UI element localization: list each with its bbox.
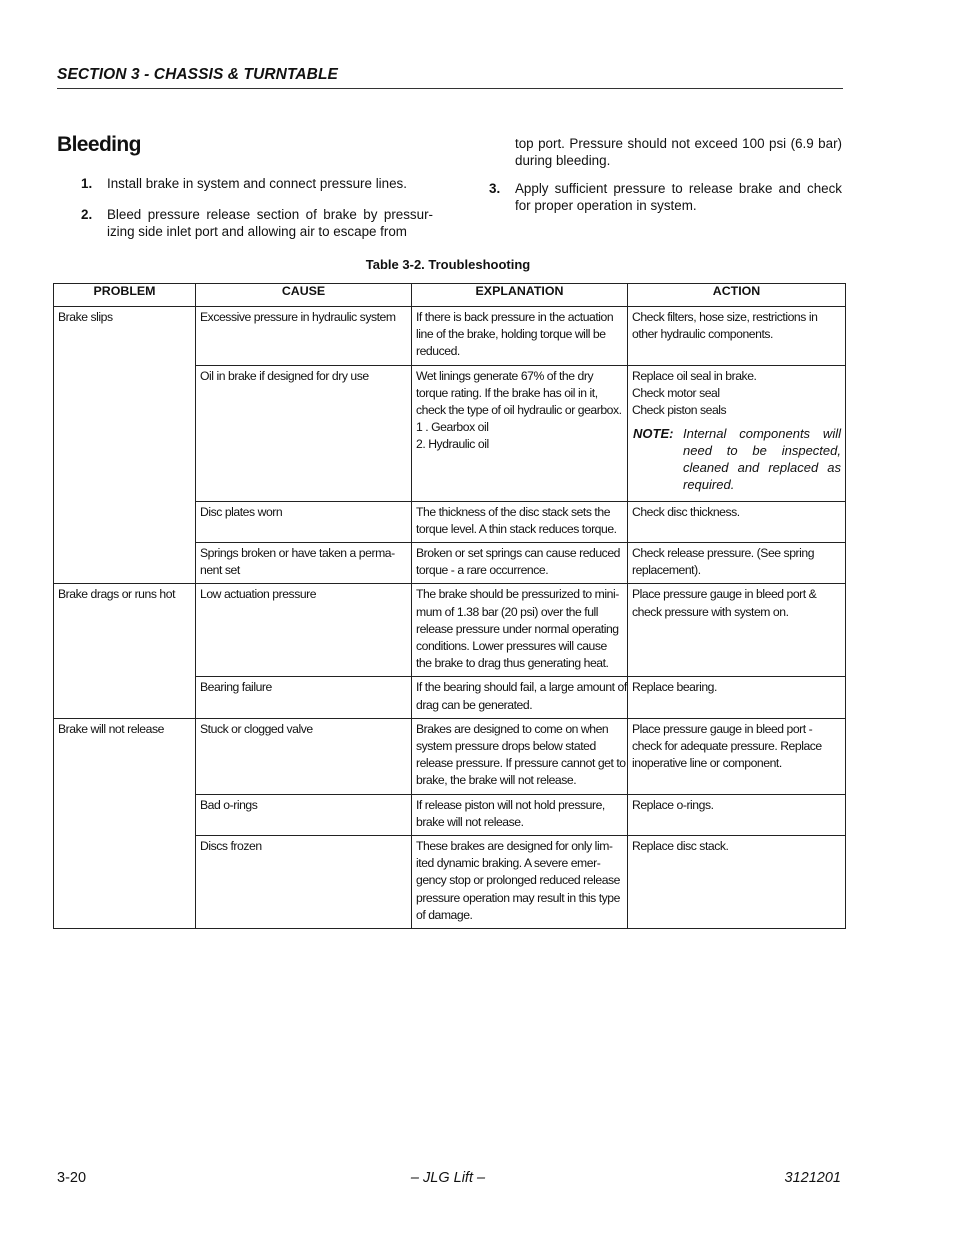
table-row [54,794,846,835]
cause-cell: Springs broken or have taken a perma- nent set [196,543,412,584]
note-block [632,425,841,493]
table-row [54,307,846,366]
cause-cell: Oil in brake if designed for dry use [196,365,412,501]
problem-cell: Brake slips [54,307,196,366]
table-row [54,584,846,677]
bleeding-step-2 [81,206,433,240]
document-number: 3121201 [784,1170,841,1186]
step-text-part-1: Bleed pressure release section of brake by pressur- izing side inlet port and allowing air to escape from [107,207,433,240]
problem-cell [54,677,196,718]
table-caption: Table 3-2. Troubleshooting [365,257,531,272]
explanation-cell: If the bearing should fail, a large amount of drag can be generated. [412,677,628,718]
explanation-cell: The thickness of the disc stack sets the torque level. A thin stack reduces torque. [412,501,628,542]
table-row [54,677,846,718]
action-cell: Replace bearing. [628,677,846,718]
troubleshooting-table [53,283,846,929]
column-header-explanation: EXPLANATION [412,284,628,307]
problem-cell [54,794,196,835]
page-number: 3-20 [57,1170,87,1186]
explanation-cell: If release piston will not hold pressure, brake will not release. [412,794,628,835]
problem-cell [54,543,196,584]
table-row [54,501,846,542]
problem-cell [54,501,196,542]
explanation-cell: Brakes are designed to come on when system pressure drops below stated release pressure. If pressure cannot get to brake, the brake will not release. [412,718,628,794]
table-row [54,718,846,794]
problem-cell [54,365,196,501]
action-cell: Place pressure gauge in bleed port & check pressure with system on. [628,584,846,677]
note-text: Internal components will need to be inspected, cleaned and replaced as required. [683,426,841,493]
explanation-cell: If there is back pressure in the actuation line of the brake, holding torque will be reduced. [412,307,628,366]
cause-cell: Bad o-rings [196,794,412,835]
column-header-cause: CAUSE [196,284,412,307]
problem-cell [54,836,196,929]
bleeding-step-3 [489,180,842,214]
column-header-action: ACTION [628,284,846,307]
action-cell: Check release pressure. (See spring replacement). [628,543,846,584]
table-row [54,365,846,501]
step-text: Install brake in system and connect pressure lines. [107,176,407,191]
action-cell: Check disc thickness. [628,501,846,542]
table-row [54,543,846,584]
step-number: 3. [489,181,501,196]
action-cell: Replace o-rings. [628,794,846,835]
step-number: 1. [81,176,93,191]
action-cell: Place pressure gauge in bleed port - check for adequate pressure. Replace inoperative line or component. [628,718,846,794]
cause-cell: Excessive pressure in hydraulic system [196,307,412,366]
section-title: SECTION 3 - CHASSIS & TURNTABLE [57,66,338,83]
bleeding-heading: Bleeding [57,133,141,156]
bleeding-step-1 [81,175,433,192]
action-cell: Check filters, hose size, restrictions in other hydraulic components. [628,307,846,366]
header-divider [57,88,843,89]
cause-cell: Bearing failure [196,677,412,718]
column-header-problem: PROBLEM [54,284,196,307]
problem-cell: Brake drags or runs hot [54,584,196,677]
explanation-cell: The brake should be pressurized to mini- mum of 1.38 bar (20 psi) over the full release pressure under normal operating conditions. Lower pressures will cause the brake to drag thus generating heat. [412,584,628,677]
cause-cell: Stuck or clogged valve [196,718,412,794]
problem-cell: Brake will not release [54,718,196,794]
step-number: 2. [81,207,93,222]
table-row [54,836,846,929]
cause-cell: Disc plates worn [196,501,412,542]
note-label: NOTE: [633,426,674,442]
footer-brand: – JLG Lift – [410,1170,486,1186]
action-cell: Replace disc stack. [628,836,846,929]
cause-cell: Low actuation pressure [196,584,412,677]
cause-cell: Discs frozen [196,836,412,929]
table-header-row [54,284,846,307]
explanation-cell: Wet linings generate 67% of the dry torque rating. If the brake has oil in it, check the type of oil hydraulic or gearbox. 1 . Gearbox oil 2. Hydraulic oil [412,365,628,501]
bleeding-step-2-continued: top port. Pressure should not exceed 100 psi (6.9 bar) during bleeding. [515,136,842,169]
step-text: Apply sufficient pressure to release brake and check for proper operation in system. [515,181,842,214]
action-cell: Replace oil seal in brake. Check motor seal Check piston seals NOTE: Internal components will need to be inspected, cleaned and replaced as required. [628,365,846,501]
explanation-cell: Broken or set springs can cause reduced torque - a rare occurrence. [412,543,628,584]
explanation-cell: These brakes are designed for only lim- ited dynamic braking. A severe emer- gency stop or prolonged reduced release pressure operation may result in this type of damage. [412,836,628,929]
